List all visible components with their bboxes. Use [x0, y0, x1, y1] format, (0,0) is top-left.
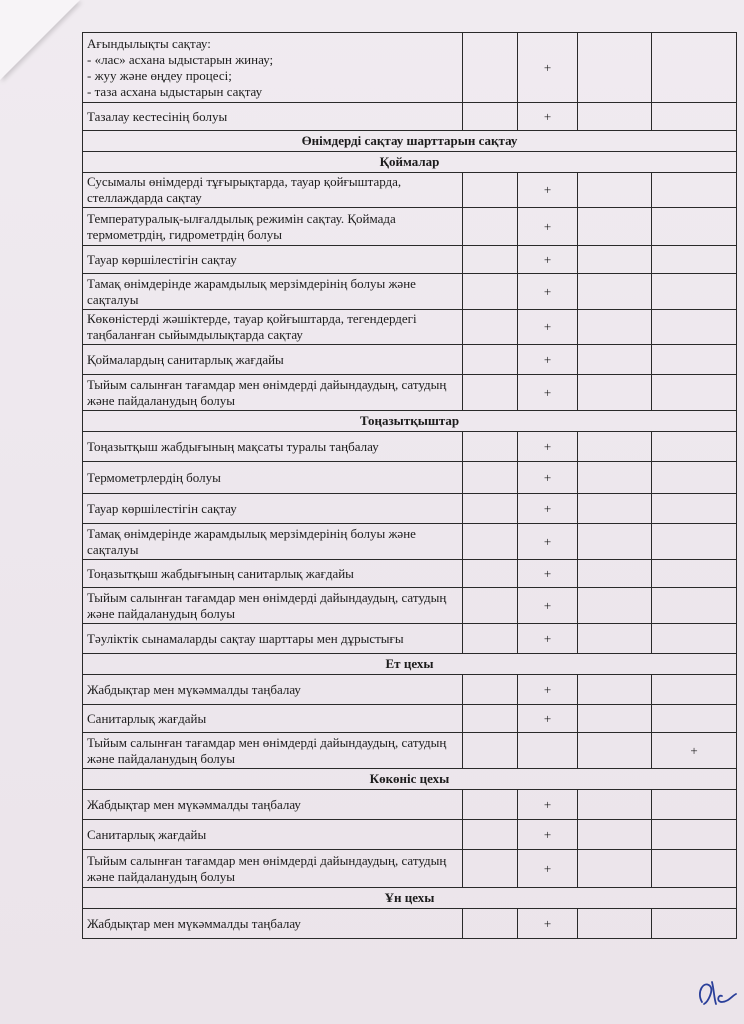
- requirement-text: Температуралық-ылғалдылық режимін сақтау. Қоймада термометрдің, гидрометрдің болуы: [83, 208, 463, 246]
- mark-cell-4: [652, 345, 737, 375]
- mark-cell-4: [652, 274, 737, 310]
- mark-cell-1: [463, 345, 518, 375]
- mark-cell-3: [578, 33, 652, 103]
- mark-cell-4: [652, 208, 737, 246]
- checklist-row: [83, 462, 737, 494]
- checklist-row: [83, 850, 737, 888]
- mark-cell-3: [578, 909, 652, 939]
- mark-cell-3: [578, 310, 652, 345]
- requirement-text: Тазалау кестесінің болуы: [83, 103, 463, 131]
- mark-cell-4: [652, 675, 737, 705]
- mark-cell-3: [578, 208, 652, 246]
- mark-cell-2: +: [518, 790, 578, 820]
- inspection-checklist-table: [82, 32, 737, 939]
- requirement-text: Тыйым салынған тағамдар мен өнімдерді дайындаудың, сатудың және пайдаланудың болуы: [83, 850, 463, 888]
- checklist-row: [83, 733, 737, 769]
- checklist-row: [83, 432, 737, 462]
- folded-corner: [0, 0, 80, 80]
- checklist-row: [83, 560, 737, 588]
- mark-cell-1: [463, 588, 518, 624]
- requirement-text: Тыйым салынған тағамдар мен өнімдерді дайындаудың, сатудың және пайдаланудың болуы: [83, 733, 463, 769]
- section-header-row: [83, 152, 737, 173]
- mark-cell-4: [652, 375, 737, 411]
- mark-cell-2: +: [518, 588, 578, 624]
- section-title: Тоңазытқыштар: [83, 411, 737, 432]
- mark-cell-2: +: [518, 432, 578, 462]
- mark-cell-3: [578, 588, 652, 624]
- mark-cell-3: [578, 494, 652, 524]
- requirement-text: Тәуліктік сынамаларды сақтау шарттары мен дұрыстығы: [83, 624, 463, 654]
- mark-cell-2: +: [518, 173, 578, 208]
- mark-cell-3: [578, 705, 652, 733]
- mark-cell-3: [578, 820, 652, 850]
- mark-cell-4: [652, 820, 737, 850]
- mark-cell-1: [463, 246, 518, 274]
- mark-cell-2: +: [518, 705, 578, 733]
- mark-cell-2: +: [518, 246, 578, 274]
- requirement-text: Жабдықтар мен мүкәммалды таңбалау: [83, 790, 463, 820]
- mark-cell-3: [578, 345, 652, 375]
- mark-cell-3: [578, 790, 652, 820]
- mark-cell-4: [652, 310, 737, 345]
- mark-cell-3: [578, 624, 652, 654]
- mark-cell-2: +: [518, 274, 578, 310]
- mark-cell-1: [463, 462, 518, 494]
- mark-cell-1: [463, 560, 518, 588]
- mark-cell-4: [652, 588, 737, 624]
- checklist-row: [83, 524, 737, 560]
- mark-cell-4: [652, 790, 737, 820]
- handwritten-signature: [692, 972, 740, 1012]
- mark-cell-1: [463, 675, 518, 705]
- mark-cell-2: +: [518, 909, 578, 939]
- requirement-text: Санитарлық жағдайы: [83, 705, 463, 733]
- mark-cell-3: [578, 675, 652, 705]
- mark-cell-4: [652, 850, 737, 888]
- mark-cell-1: [463, 375, 518, 411]
- mark-cell-2: +: [518, 624, 578, 654]
- mark-cell-2: +: [518, 103, 578, 131]
- mark-cell-1: [463, 820, 518, 850]
- mark-cell-3: [578, 103, 652, 131]
- mark-cell-3: [578, 560, 652, 588]
- mark-cell-3: [578, 462, 652, 494]
- requirement-text: Тыйым салынған тағамдар мен өнімдерді дайындаудың, сатудың және пайдаланудың болуы: [83, 375, 463, 411]
- mark-cell-1: [463, 733, 518, 769]
- requirement-text: Термометрлердің болуы: [83, 462, 463, 494]
- checklist-row: [83, 246, 737, 274]
- mark-cell-4: [652, 33, 737, 103]
- requirement-text: Ағындылықты сақтау: - «лас» асхана ыдыстарын жинау; - жуу және өңдеу процесі; - таза асхана ыдыстарын сақтау: [83, 33, 463, 103]
- section-header-row: [83, 888, 737, 909]
- section-header-row: [83, 654, 737, 675]
- checklist-row: [83, 33, 737, 103]
- mark-cell-4: [652, 705, 737, 733]
- mark-cell-3: [578, 432, 652, 462]
- mark-cell-2: +: [518, 310, 578, 345]
- requirement-text: Санитарлық жағдайы: [83, 820, 463, 850]
- section-header-row: [83, 411, 737, 432]
- mark-cell-4: [652, 246, 737, 274]
- mark-cell-3: [578, 850, 652, 888]
- mark-cell-4: [652, 462, 737, 494]
- checklist-row: [83, 208, 737, 246]
- checklist-row: [83, 310, 737, 345]
- checklist-row: [83, 274, 737, 310]
- mark-cell-3: [578, 246, 652, 274]
- mark-cell-2: +: [518, 820, 578, 850]
- mark-cell-1: [463, 624, 518, 654]
- requirement-text: Тамақ өнімдерінде жарамдылық мерзімдерінің болуы және сақталуы: [83, 524, 463, 560]
- mark-cell-1: [463, 850, 518, 888]
- section-title: Ұн цехы: [83, 888, 737, 909]
- section-header-row: [83, 769, 737, 790]
- mark-cell-2: +: [518, 345, 578, 375]
- mark-cell-2: +: [518, 33, 578, 103]
- checklist-row: [83, 624, 737, 654]
- section-header-row: [83, 131, 737, 152]
- requirement-text: Сусымалы өнімдерді тұғырықтарда, тауар қойғыштарда, стеллаждарда сақтау: [83, 173, 463, 208]
- section-title: Қоймалар: [83, 152, 737, 173]
- mark-cell-1: [463, 790, 518, 820]
- mark-cell-2: +: [518, 560, 578, 588]
- checklist-row: [83, 375, 737, 411]
- mark-cell-3: [578, 524, 652, 560]
- mark-cell-1: [463, 173, 518, 208]
- checklist-row: [83, 103, 737, 131]
- mark-cell-4: [652, 173, 737, 208]
- mark-cell-2: +: [518, 208, 578, 246]
- mark-cell-2: +: [518, 375, 578, 411]
- mark-cell-1: [463, 909, 518, 939]
- requirement-text: Жабдықтар мен мүкәммалды таңбалау: [83, 909, 463, 939]
- requirement-text: Тыйым салынған тағамдар мен өнімдерді дайындаудың, сатудың және пайдаланудың болуы: [83, 588, 463, 624]
- checklist-row: [83, 675, 737, 705]
- checklist-row: [83, 173, 737, 208]
- mark-cell-1: [463, 432, 518, 462]
- mark-cell-1: [463, 705, 518, 733]
- mark-cell-2: +: [518, 524, 578, 560]
- mark-cell-3: [578, 733, 652, 769]
- mark-cell-1: [463, 274, 518, 310]
- requirement-text: Тауар көршілестігін сақтау: [83, 494, 463, 524]
- mark-cell-1: [463, 494, 518, 524]
- checklist-row: [83, 494, 737, 524]
- mark-cell-4: [652, 560, 737, 588]
- checklist-row: [83, 909, 737, 939]
- requirement-text: Көкөністерді жәшіктерде, тауар қойғыштарда, тегендердегі таңбаланған сыйымдылықтарда сақтау: [83, 310, 463, 345]
- mark-cell-1: [463, 33, 518, 103]
- requirement-text: Тоңазытқыш жабдығының мақсаты туралы таңбалау: [83, 432, 463, 462]
- mark-cell-4: [652, 524, 737, 560]
- requirement-text: Қоймалардың санитарлық жағдайы: [83, 345, 463, 375]
- mark-cell-1: [463, 310, 518, 345]
- mark-cell-4: [652, 909, 737, 939]
- checklist-row: [83, 790, 737, 820]
- mark-cell-3: [578, 274, 652, 310]
- mark-cell-4: [652, 624, 737, 654]
- section-title: Өнімдерді сақтау шарттарын сақтау: [83, 131, 737, 152]
- requirement-text: Тоңазытқыш жабдығының санитарлық жағдайы: [83, 560, 463, 588]
- mark-cell-2: +: [518, 850, 578, 888]
- checklist-row: [83, 588, 737, 624]
- mark-cell-4: [652, 494, 737, 524]
- mark-cell-4: [652, 432, 737, 462]
- requirement-text: Тамақ өнімдерінде жарамдылық мерзімдерінің болуы және сақталуы: [83, 274, 463, 310]
- mark-cell-1: [463, 208, 518, 246]
- requirement-text: Тауар көршілестігін сақтау: [83, 246, 463, 274]
- mark-cell-2: +: [518, 675, 578, 705]
- mark-cell-2: +: [518, 494, 578, 524]
- section-title: Ет цехы: [83, 654, 737, 675]
- checklist-row: [83, 705, 737, 733]
- mark-cell-1: [463, 524, 518, 560]
- mark-cell-4: +: [652, 733, 737, 769]
- mark-cell-3: [578, 173, 652, 208]
- mark-cell-3: [578, 375, 652, 411]
- section-title: Көкөніс цехы: [83, 769, 737, 790]
- mark-cell-2: +: [518, 462, 578, 494]
- checklist-row: [83, 345, 737, 375]
- mark-cell-4: [652, 103, 737, 131]
- mark-cell-1: [463, 103, 518, 131]
- mark-cell-2: [518, 733, 578, 769]
- requirement-text: Жабдықтар мен мүкәммалды таңбалау: [83, 675, 463, 705]
- checklist-row: [83, 820, 737, 850]
